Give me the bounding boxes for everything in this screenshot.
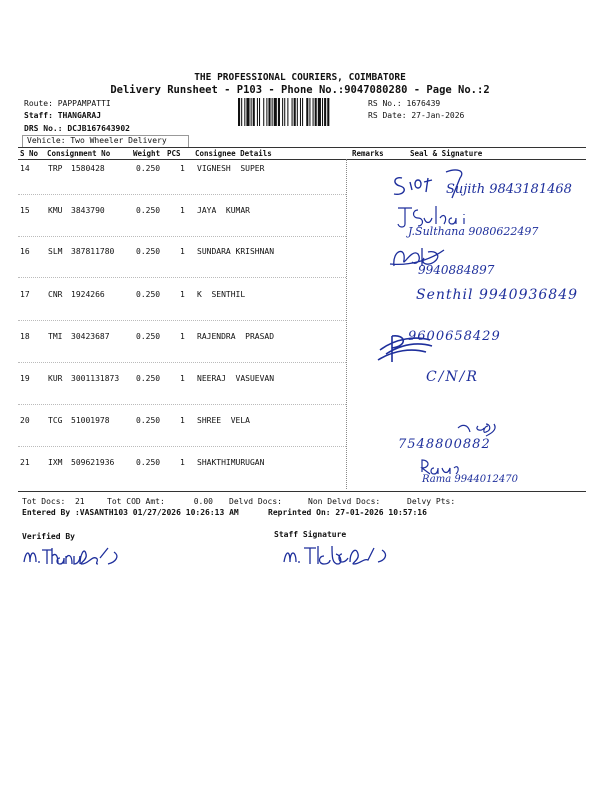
delvd-docs: Delvd Docs: [229,497,282,506]
vehicle-label: Vehicle: Two Wheeler Delivery [27,136,167,145]
barcode-bar [246,98,249,126]
barcode-bar [306,98,308,126]
handwritten-phone-15: J.Sulthana 9080622497 [408,225,539,238]
tot-cod-amt: Tot COD Amt: 0.00 [107,497,213,506]
barcode-bar [268,98,270,126]
handwritten-phone-17: Senthil 9940936849 [416,287,579,303]
signature-row-20 [398,420,498,452]
table-top-rule [18,147,586,148]
barcode-bar [294,98,296,126]
row-prefix: TMI [48,332,63,341]
totals-rule [18,491,586,492]
row-number: 3001131873 [71,374,120,383]
staff-label: Staff: THANGARAJ [24,111,102,120]
barcode-bar [327,98,329,126]
signature-row-18 [376,329,501,368]
staff-signature-label: Staff Signature [274,530,347,539]
row-prefix: KUR [48,374,63,383]
drs-number: DRS No.: DCJB167643902 [24,124,130,133]
rs-date: RS Date: 27-Jan-2026 [368,111,465,120]
row-consignee: SHREE VELA [197,416,250,425]
col-weight: Weight [133,149,161,158]
row-separator [18,446,346,447]
row-pcs: 1 [180,164,185,173]
vehicle-box-top [22,135,188,136]
barcode-bar [309,98,310,126]
row-pcs: 1 [180,206,185,215]
barcode-bar [284,98,285,126]
row-consignee: SUNDARA KRISHNAN [197,247,275,256]
row-pcs: 1 [180,290,185,299]
row-sno: 18 [20,332,30,341]
barcode-bar [259,98,260,126]
barcode-bar [297,98,298,126]
row-weight: 0.250 [136,416,161,425]
row-consignee: RAJENDRA PRASAD [197,332,275,341]
col-remarks: Remarks [352,149,384,158]
company-name: THE PROFESSIONAL COURIERS, COIMBATORE [194,72,406,83]
vehicle-box-left [22,135,23,147]
entered-by: Entered By :VASANTH103 01/27/2026 10:26:13 AM [22,508,239,517]
row-number: 51001978 [71,416,110,425]
row-weight: 0.250 [136,290,161,299]
row-pcs: 1 [180,332,185,341]
barcode-bar [302,98,303,126]
row-prefix: TRP [48,164,63,173]
rs-number: RS No.: 1676439 [368,99,441,108]
row-number: 509621936 [71,458,115,467]
row-sno: 17 [20,290,30,299]
barcode-bar [278,98,280,126]
barcode-bar [272,98,273,126]
row-consignee: K SENTHIL [197,290,246,299]
barcode-bar [292,98,293,126]
barcode-bar [282,98,283,126]
row-consignee: VIGNESH SUPER [197,164,265,173]
barcode-bar [322,98,323,126]
row-consignee: SHAKTHIMURUGAN [197,458,265,467]
barcode-bar [313,98,314,126]
row-number: 387811780 [71,247,115,256]
barcode-bar [287,98,288,126]
barcode-bar [315,98,317,126]
row-sno: 19 [20,374,30,383]
col-consignment: Consignment No [47,149,111,158]
row-separator [18,362,346,363]
row-sno: 14 [20,164,30,173]
verified-by-signature [22,544,122,572]
signature-row-14 [388,166,578,206]
row-weight: 0.250 [136,206,161,215]
signature-row-16 [388,244,495,277]
row-sno: 21 [20,458,30,467]
row-prefix: CNR [48,290,63,299]
row-prefix: KMU [48,206,63,215]
barcode-bar [253,98,255,126]
delvy-pts: Delvy Pts: [407,497,456,506]
tot-docs: Tot Docs: 21 [22,497,85,506]
row-pcs: 1 [180,374,185,383]
row-prefix: IXM [48,458,63,467]
row-pcs: 1 [180,458,185,467]
col-consignee: Consignee Details [195,149,272,158]
barcode-bar [238,98,240,126]
row-consignee: NEERAJ VASUEVAN [197,374,275,383]
barcode-bar [274,98,277,126]
row-separator [18,404,346,405]
row-prefix: SLM [48,247,63,256]
row-prefix: TCG [48,416,63,425]
row-separator [18,277,346,278]
verified-by-label: Verified By [22,532,75,541]
remarks-divider [346,159,347,489]
table-header-rule [18,159,586,160]
signature-row-21 [418,458,518,485]
handwritten-phone-16: 9940884897 [418,263,495,277]
route-label: Route: PAPPAMPATTI [24,99,111,108]
row-consignee: JAYA KUMAR [197,206,250,215]
barcode-bar [324,98,326,126]
vehicle-box-right [188,135,189,147]
row-pcs: 1 [180,247,185,256]
staff-signature [282,542,392,572]
barcode-bar [266,98,267,126]
row-sno: 16 [20,247,30,256]
col-pcs: PCS [167,149,181,158]
barcode-bar [300,98,301,126]
handwritten-phone-14: Sujith 9843181468 [446,182,572,197]
row-weight: 0.250 [136,332,161,341]
row-number: 1924266 [71,290,105,299]
row-separator [18,320,346,321]
handwritten-phone-21: Rama 9944012470 [422,474,518,485]
row-weight: 0.250 [136,247,161,256]
row-number: 1580428 [71,164,105,173]
barcode [238,98,366,126]
row-sno: 15 [20,206,30,215]
col-seal: Seal & Signature [410,149,483,158]
row-number: 3843790 [71,206,105,215]
row-sno: 20 [20,416,30,425]
reprinted-on: Reprinted On: 27-01-2026 10:57:16 [268,508,427,517]
runsheet-title: Delivery Runsheet - P103 - Phone No.:9047080280 - Page No.:2 [110,84,490,96]
barcode-bar [244,98,245,126]
row-weight: 0.250 [136,458,161,467]
barcode-bar [318,98,321,126]
row-weight: 0.250 [136,374,161,383]
signature-row-15 [394,204,539,238]
non-delvd-docs: Non Delvd Docs: [308,497,381,506]
barcode-bar [263,98,264,126]
handwritten-phone-18: 9600658429 [408,329,501,344]
barcode-bar [241,98,242,126]
barcode-bar [257,98,258,126]
row-separator [18,236,346,237]
row-weight: 0.250 [136,164,161,173]
handwritten-phone-20: 7548800882 [398,437,491,452]
row-separator [18,194,346,195]
row-number: 30423687 [71,332,110,341]
row-pcs: 1 [180,416,185,425]
col-sno: S No [20,149,39,158]
handwritten-cnr: C/N/R [426,369,479,385]
barcode-bar [251,98,252,126]
